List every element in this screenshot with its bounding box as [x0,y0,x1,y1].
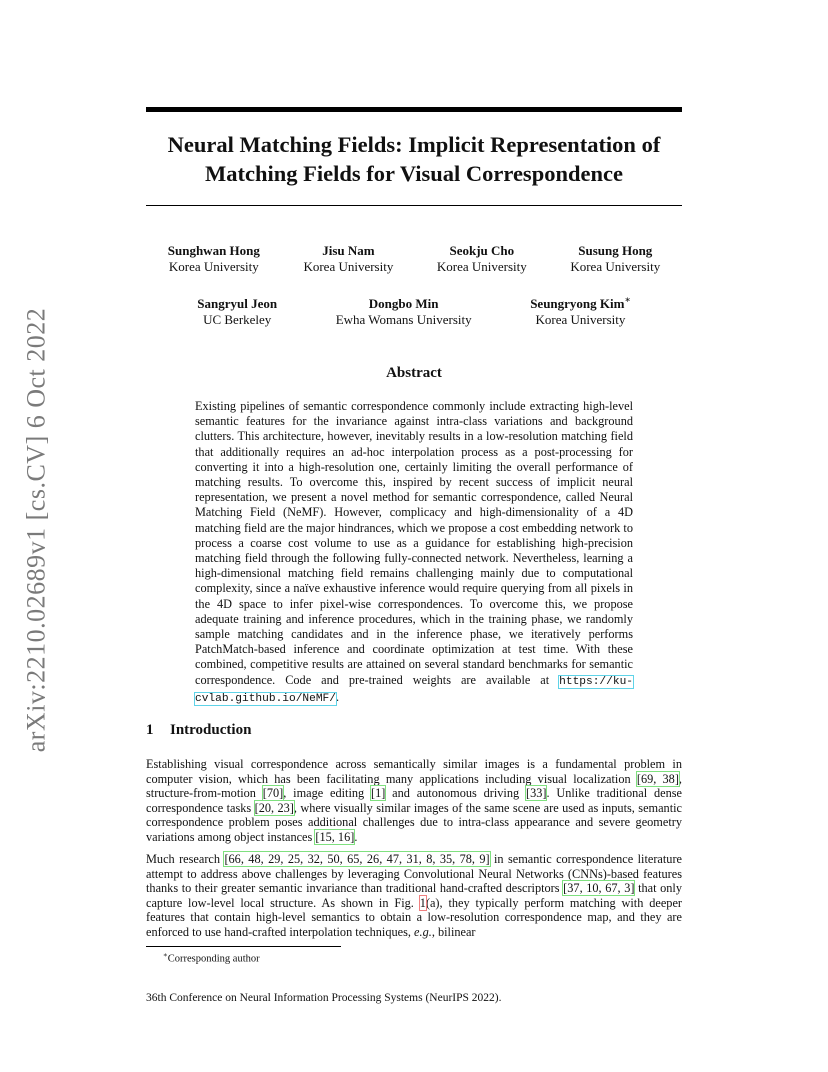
author [303,243,393,275]
author [530,296,630,328]
author-affiliation: Korea University [303,259,394,274]
intro-paragraph-2 [146,852,682,939]
venue-footer: 36th Conference on Neural Information Processing Systems (NeurIPS 2022). [146,992,502,1004]
abstract-body [195,399,633,707]
author [437,243,527,275]
author [570,243,660,275]
arxiv-identifier-text: arXiv:2210.02689v1 [cs.CV] 6 Oct 2022 [21,307,50,753]
section-heading [146,722,251,739]
author-affiliation: Korea University [436,259,527,274]
author-name: Seokju Cho [449,243,515,258]
text-run: in semantic correspondence literature attempt to address above challenges by leveraging Convolutional Neural Networks (CNNs)-based features thanks to their greater semantic invariance than traditional hand-crafted descriptors [146,852,682,895]
text-run: Establishing visual correspondence across semantically similar images is a fundamental problem in computer vision, which has been facilitating many applications including visual localization [146,757,682,786]
citation-link[interactable]: [20, 23] [254,800,294,815]
code-url-link[interactable]: https://ku-cvlab.github.io/NeMF/ [195,675,633,705]
text-run: , where visually similar images of the same scene are used as inputs, semantic correspondence problem poses additional challenges due to intra-class appearance and severe geometry variations among object instances [146,800,682,844]
author-name: Seungryong Kim [530,296,625,311]
text-run: . Unlike traditional dense correspondence tasks [146,786,682,815]
author-name: Sangryul Jeon [197,296,278,311]
text-run-italic: e.g. [414,924,432,939]
citation-link[interactable]: [37, 10, 67, 3] [563,881,635,895]
citation-link[interactable]: [69, 38] [636,771,679,786]
text-run: . [354,829,358,844]
author-affiliation: Ewha Womans University [335,312,472,327]
section-title-text: Introduction [170,722,252,738]
footnote-mark: ∗ [163,951,168,959]
author [336,296,472,328]
author-affiliation: UC Berkeley [203,312,272,327]
abstract-end: . [336,689,340,704]
text-run: , structure-from-motion [146,771,682,800]
text-run: , image editing [283,786,371,800]
title-top-rule [146,107,682,112]
citation-link[interactable]: [66, 48, 29, 25, 32, 50, 65, 26, 47, 31, 8, 35, 78, 9] [224,852,490,866]
corresponding-author-mark: ∗ [624,294,631,305]
text-run: that only capture low-level local structure. As shown in Fig. [146,881,682,910]
arxiv-identifier [8,300,64,760]
section-number: 1 [146,722,154,738]
intro-paragraph-1 [146,757,682,844]
author-affiliation: Korea University [570,259,661,274]
author [168,243,260,275]
title-line-2: Matching Fields for Visual Correspondence [205,161,623,186]
title-line-1: Neural Matching Fields: Implicit Representation of [167,132,661,157]
author-name: Jisu Nam [322,243,375,258]
author-affiliation: Korea University [168,259,259,274]
author-name-wrap [530,296,630,312]
citation-link[interactable]: [15, 16] [315,829,355,844]
author-row-2 [146,296,682,328]
abstract-text: Existing pipelines of semantic correspondence commonly include extracting high-level semantic features for the invariance against intra-class variations and background clutters. This architecture, however, inevitably results in a low-resolution matching field that additionally requires an ad-hoc interpolation process as a post-processing for converting it into a high-resolution one, certainly limiting the overall performance of matching results. To overcome this, inspired by recent success of implicit neural representation, we present a novel method for semantic correspondence, called Neural Matching Field (NeMF). However, complicacy and high-dimensionality of a 4D matching field are the major hindrances, which we propose a cost embedding network to process a coarse cost volume to use as a guidance for establishing high-precision matching field through the following fully-connected network. Nevertheless, learning a high-dimensional matching field remains challenging mainly due to computational complexity, since a naïve exhaustive inference would require querying from all pixels in the 4D space to infer pixel-wise correspondences. To overcome this, we propose adequate training and inference procedures, which in the training phase, we randomly sample matching candidates and in the inference phase, we iteratively performs PatchMatch-based inference and coordinate optimization at test time. With these combined, competitive results are attained on several standard benchmarks for semantic correspondence. Code and pre-trained weights are available at [195,399,633,687]
footnote [163,951,260,965]
author [197,296,277,328]
author-name: Dongbo Min [368,296,439,311]
citation-link[interactable]: [1] [370,786,386,800]
figure-reference-link[interactable]: 1 [419,895,426,910]
citation-link[interactable]: [33] [525,786,547,800]
text-run: (a), they typically perform matching with deeper features that contain high-level semantics to obtain a low-resolution correspondence map, and they are enforced to use hand-crafted interpolation techniques, [146,895,682,939]
author-name: Sunghwan Hong [167,243,260,258]
author-row-1 [146,243,682,275]
abstract-heading: Abstract [386,365,442,381]
citation-link[interactable]: [70] [262,786,284,800]
title-bottom-rule [146,205,682,206]
author-affiliation: Korea University [535,312,626,327]
text-run: and autonomous driving [385,786,526,800]
paper-title [146,130,682,188]
author-name: Susung Hong [578,243,653,258]
text-run: Much research [146,852,225,866]
text-run: , bilinear [431,924,476,939]
footnote-text: Corresponding author [167,953,260,965]
footnote-rule [146,946,341,947]
